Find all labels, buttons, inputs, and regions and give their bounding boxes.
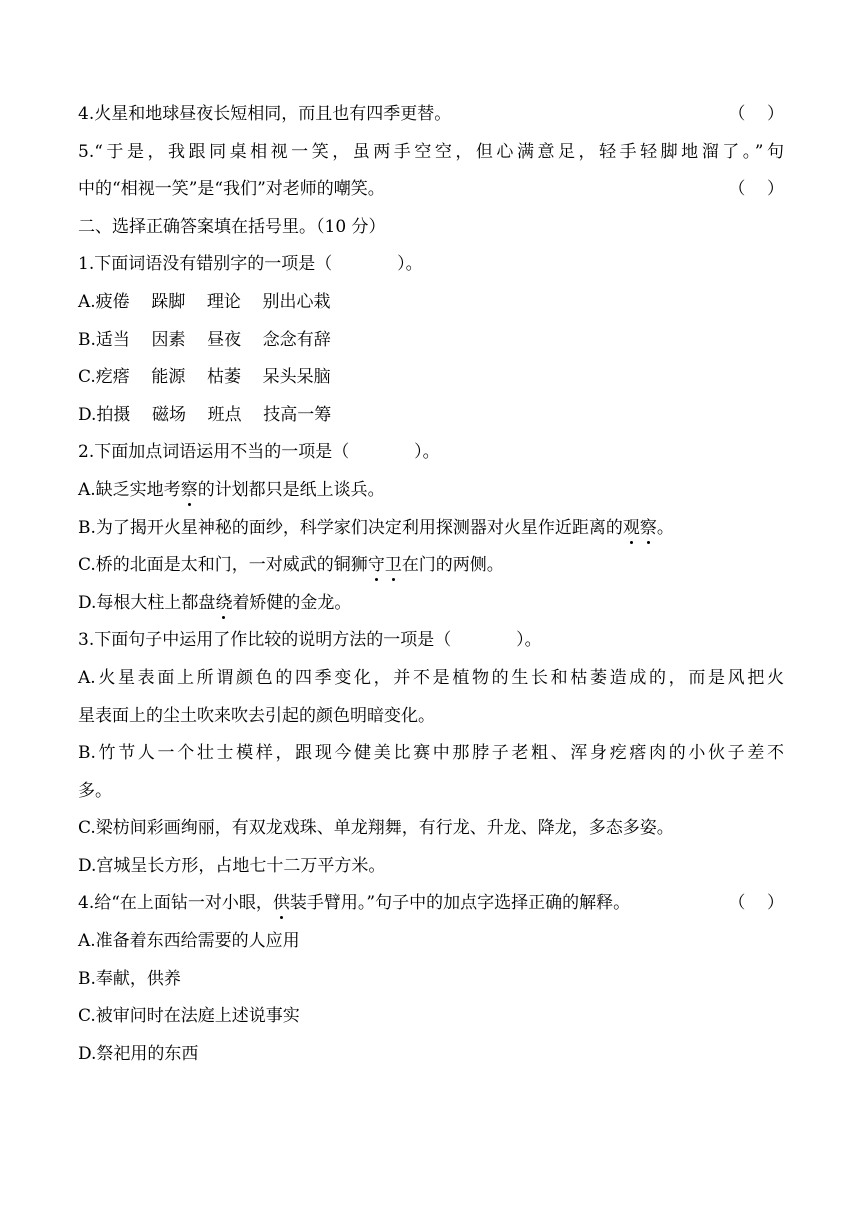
- question-1-option-c: C.疙瘩 能源 枯萎 呆头呆脑: [78, 367, 331, 388]
- true-false-item-4: [78, 102, 784, 126]
- stem-text: 4.给“在上面钻一对小眼，: [78, 893, 273, 914]
- emphasis-dotted-char: 观: [622, 517, 640, 538]
- item-5-text-line-1: 5.“于是，我跟同桌相视一笑，虽两手空空，但心满意足，轻手轻脚地溜了。”句: [78, 141, 784, 162]
- stem-text: 装手臂用。”句子中的加点字选择正确的解释。: [289, 893, 631, 914]
- emphasis-dotted-char: 守: [367, 555, 385, 576]
- option-text: A.缺乏实地考: [78, 479, 181, 500]
- emphasis-dotted-char: 卫: [384, 555, 402, 576]
- option-text: 的计划都只是纸上谈兵。: [197, 479, 385, 500]
- option-text: 在门的两侧。: [401, 555, 504, 576]
- answer-blank: （ ）: [728, 179, 784, 200]
- question-3-option-b-line-2: 多。: [78, 780, 112, 801]
- option-text: B.竹节人一个壮士模样，跟现今健美比赛中那脖子老粗、浑身疙瘩肉的小伙子差不: [78, 743, 784, 764]
- answer-blank: （ ）: [728, 104, 784, 124]
- question-3-option-c: C.梁枋间彩画绚丽，有双龙戏珠、单龙翔舞，有行龙、升龙、降龙，多态多姿。: [78, 818, 674, 839]
- question-2-option-c: [78, 553, 784, 577]
- option-text: C.桥的北面是太和门，一对威武的铜狮: [78, 555, 368, 576]
- question-4-text: [78, 891, 630, 915]
- question-3-option-b-line-1: [78, 741, 784, 765]
- option-text: B.为了揭开火星神秘的面纱，科学家们决定利用探测器对火星作近距离的: [78, 517, 623, 538]
- question-3-option-a-line-2: 星表面上的尘土吹来吹去引起的颜色明暗变化。: [78, 705, 435, 726]
- section-heading: 二、选择正确答案填在括号里。（10 分）: [78, 216, 386, 237]
- question-4-option-a: A.准备着东西给需要的人应用: [78, 931, 300, 952]
- true-false-item-5-line-2: [78, 177, 784, 201]
- question-1-stem: 1.下面词语没有错别字的一项是（ ）。: [78, 254, 423, 275]
- question-3-stem: 3.下面句子中运用了作比较的说明方法的一项是（ ）。: [78, 630, 542, 651]
- question-3-option-d: D.宫城呈长方形，占地七十二万平方米。: [78, 855, 386, 876]
- item-4-text: 4.火星和地球昼夜长短相同，而且也有四季更替。: [78, 104, 452, 124]
- question-4-stem: [78, 891, 784, 915]
- emphasis-dotted-char: 绕: [215, 592, 233, 613]
- option-text: A.火星表面上所谓颜色的四季变化，并不是植物的生长和枯萎造成的，而是风把火: [78, 667, 784, 688]
- question-1-option-d: D.拍摄 磁场 班点 技高一筹: [78, 404, 332, 425]
- emphasis-dotted-char: 供: [272, 893, 290, 914]
- question-4-option-d: D.祭祀用的东西: [78, 1043, 199, 1064]
- question-3-option-a-line-1: [78, 666, 784, 690]
- question-1-option-a: A.疲倦 跺脚 理论 别出心栽: [78, 291, 331, 312]
- question-4-option-c: C.被审问时在法庭上述说事实: [78, 1006, 300, 1027]
- question-4-option-b: B.奉献，供养: [78, 968, 181, 989]
- item-5-text-line-2: 中的“相视一笑”是“我们”对老师的嘲笑。: [78, 179, 385, 200]
- question-2-option-b: [78, 516, 784, 540]
- exam-page: [78, 102, 784, 1079]
- question-1-option-b: B.适当 因素 昼夜 念念有辞: [78, 329, 331, 350]
- question-2-stem: 2.下面加点词语运用不当的一项是（ ）。: [78, 442, 440, 463]
- emphasis-dotted-char: 察: [639, 517, 657, 538]
- option-text: 。: [656, 517, 674, 538]
- option-text: 着矫健的金龙。: [232, 592, 352, 613]
- answer-blank: （ ）: [728, 893, 784, 914]
- true-false-item-5-line-1: [78, 140, 784, 164]
- question-2-option-d: [78, 591, 784, 615]
- option-text: D.每根大柱上都盘: [78, 592, 216, 613]
- emphasis-dotted-char: 察: [180, 479, 198, 500]
- question-2-option-a: [78, 478, 784, 502]
